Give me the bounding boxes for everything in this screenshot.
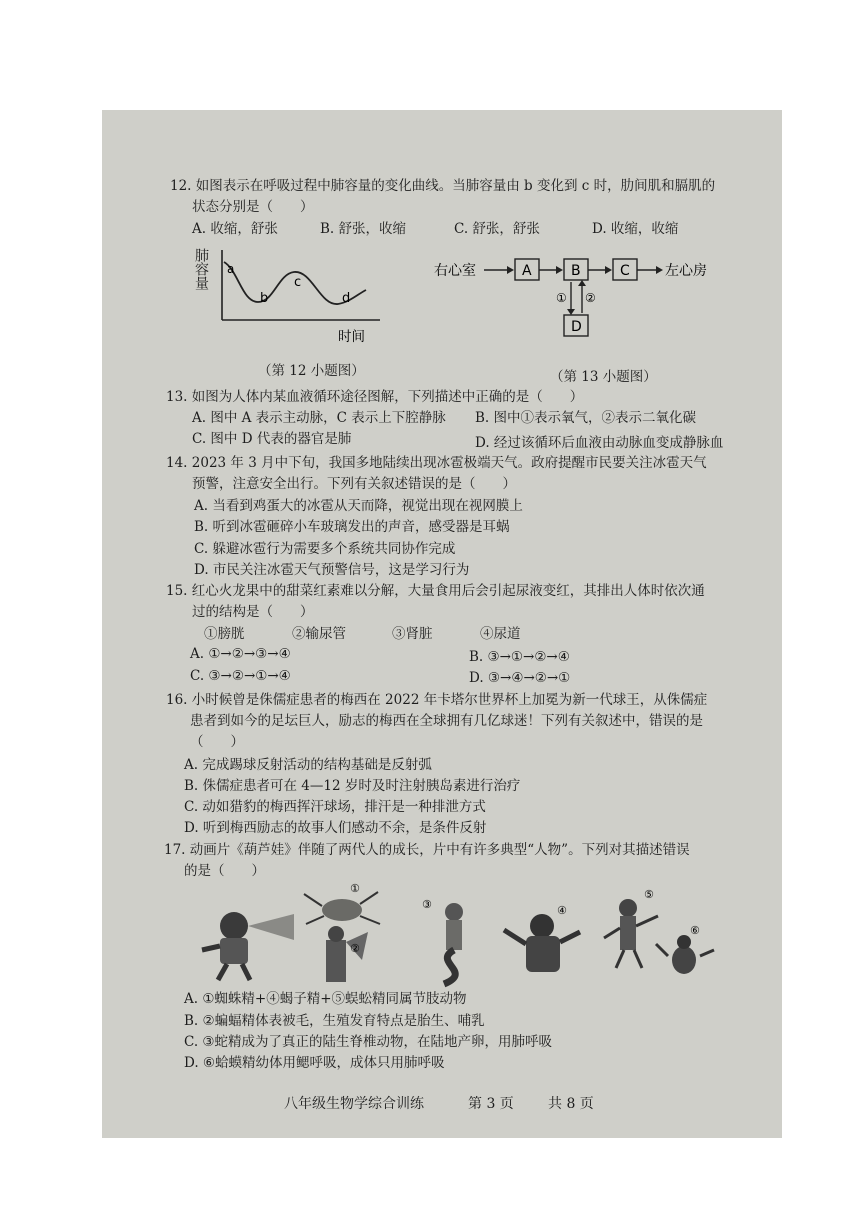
- arrow-2-label: ②: [585, 291, 596, 305]
- q12-stem-line2: 状态分别是（ ）: [192, 199, 314, 215]
- q12-stem-line1: 12. 如图表示在呼吸过程中肺容量的变化曲线。当肺容量由 b 变化到 c 时，肋间肌和膈肌的: [170, 178, 716, 194]
- q15-item-2: ②输尿管: [292, 626, 346, 642]
- q15-option-a: A. ①→②→③→④: [190, 646, 291, 662]
- q13-stem: 13. 如图为人体内某血液循环途径图解，下列描述中正确的是（ ）: [166, 389, 584, 405]
- q17-option-c: C. ③蛇精成为了真正的陆生脊椎动物，在陆地产卵，用肺呼吸: [184, 1034, 553, 1050]
- q15-option-c: C. ③→②→①→④: [190, 668, 291, 684]
- q15-option-b: B. ③→①→②→④: [469, 649, 570, 665]
- q14-option-a: A. 当看到鸡蛋大的冰雹从天而降，视觉出现在视网膜上: [194, 498, 523, 514]
- q13-option-b: B. 图中①表示氧气，②表示二氧化碳: [475, 410, 697, 426]
- q17-stem-line2: 的是（ ）: [184, 863, 265, 879]
- bat-demon-illustration: [326, 926, 368, 982]
- q12-option-c: C. 舒张，舒张: [454, 221, 540, 237]
- node-c-label: C: [620, 263, 630, 279]
- q15-item-4: ④尿道: [480, 626, 521, 642]
- q15-stem-line2: 过的结构是（ ）: [192, 604, 314, 620]
- node-b-label: B: [571, 263, 581, 279]
- exam-page: [102, 110, 782, 1138]
- snake-demon-illustration: [422, 898, 463, 984]
- centipede-demon-illustration: [604, 888, 658, 968]
- footer-page: 第 3 页: [468, 1096, 514, 1112]
- q13-option-c: C. 图中 D 代表的器官是肺: [192, 431, 352, 447]
- diagram-end-label: 左心房: [665, 263, 707, 279]
- q15-item-1: ①膀胱: [204, 626, 245, 642]
- q15-item-3: ③肾脏: [392, 626, 433, 642]
- q14-option-b: B. 听到冰雹砸碎小车玻璃发出的声音，感受器是耳蜗: [194, 519, 510, 535]
- figure-mark-1: ①: [350, 882, 360, 895]
- q14-option-d: D. 市民关注冰雹天气预警信号，这是学习行为: [194, 562, 470, 578]
- q15-stem-line1: 15. 红心火龙果中的甜菜红素难以分解，大量食用后会引起尿液变红，其排出人体时依次通: [166, 583, 705, 599]
- curve-point-b: b: [260, 291, 269, 306]
- figure-mark-6: ⑥: [690, 924, 700, 937]
- node-a-label: A: [522, 263, 532, 279]
- spider-demon-illustration: [304, 882, 380, 924]
- curve-point-c: c: [294, 275, 302, 290]
- q16-option-b: B. 侏儒症患者可在 4—12 岁时及时注射胰岛素进行治疗: [184, 778, 521, 794]
- scorpion-demon-illustration: [504, 904, 580, 972]
- q16-option-c: C. 动如猎豹的梅西挥汗球场，排汗是一种排泄方式: [184, 799, 486, 815]
- node-d-label: D: [571, 319, 582, 335]
- q12-caption: （第 12 小题图）: [258, 363, 365, 379]
- calabash-brothers-characters-figure: [182, 880, 722, 990]
- q14-stem-line1: 14. 2023 年 3 月中下旬，我国多地陆续出现冰雹极端天气。政府提醒市民要关注冰雹天气: [166, 455, 707, 471]
- q16-stem-line1: 16. 小时候曾是侏儒症患者的梅西在 2022 年卡塔尔世界杯上加冕为新一代球王，从侏儒症: [166, 692, 708, 708]
- gourd-boy-illustration: [202, 912, 294, 980]
- graph-ylabel: 肺容量: [193, 248, 209, 290]
- figure-mark-2: ②: [350, 942, 360, 955]
- figure-mark-5: ⑤: [644, 888, 654, 901]
- curve-point-d: d: [342, 291, 351, 306]
- q17-stem-line1: 17. 动画片《葫芦娃》伴随了两代人的成长，片中有许多典型“人物”。下列对其描述错误: [164, 842, 690, 858]
- q13-option-d: D. 经过该循环后血液由动脉血变成静脉血: [475, 435, 724, 451]
- q16-option-d: D. 听到梅西励志的故事人们感动不余，是条件反射: [184, 820, 487, 836]
- q17-option-d: D. ⑥蛤蟆精幼体用鳃呼吸，成体只用肺呼吸: [184, 1055, 445, 1071]
- q16-option-a: A. 完成踢球反射活动的结构基础是反射弧: [184, 757, 432, 773]
- figure-mark-4: ④: [557, 904, 567, 917]
- q16-stem-line3: （ ）: [190, 734, 244, 750]
- footer-total: 共 8 页: [548, 1096, 594, 1112]
- q12-option-d: D. 收缩，收缩: [592, 221, 679, 237]
- q13-option-a: A. 图中 A 表示主动脉，C 表示上下腔静脉: [192, 410, 446, 426]
- diagram-start-label: 右心室: [434, 263, 476, 279]
- q16-stem-line2: 患者到如今的足坛巨人，励志的梅西在全球拥有几亿球迷！下列有关叙述中，错误的是: [190, 713, 703, 729]
- toad-demon-illustration: [656, 924, 714, 974]
- figure-mark-3: ③: [422, 898, 432, 911]
- q13-caption: （第 13 小题图）: [550, 369, 657, 385]
- q14-stem-line2: 预警，注意安全出行。下列有关叙述错误的是（ ）: [192, 476, 516, 492]
- q15-option-d: D. ③→④→②→①: [469, 670, 571, 686]
- curve-point-a: a: [227, 262, 235, 276]
- blood-circulation-diagram: [432, 255, 732, 340]
- arrow-1-label: ①: [556, 291, 567, 305]
- q17-option-a: A. ①蜘蛛精+④蝎子精+⑤蜈蚣精同属节肢动物: [184, 991, 467, 1007]
- graph-xlabel: 时间: [338, 329, 365, 345]
- q17-option-b: B. ②蝙蝠精体表被毛，生殖发育特点是胎生、哺乳: [184, 1013, 485, 1029]
- q14-option-c: C. 躲避冰雹行为需要多个系统共同协作完成: [194, 541, 456, 557]
- q12-option-b: B. 舒张，收缩: [320, 221, 407, 237]
- lung-volume-graph: [190, 240, 390, 350]
- footer-course: 八年级生物学综合训练: [284, 1096, 424, 1112]
- q12-option-a: A. 收缩，舒张: [192, 221, 278, 237]
